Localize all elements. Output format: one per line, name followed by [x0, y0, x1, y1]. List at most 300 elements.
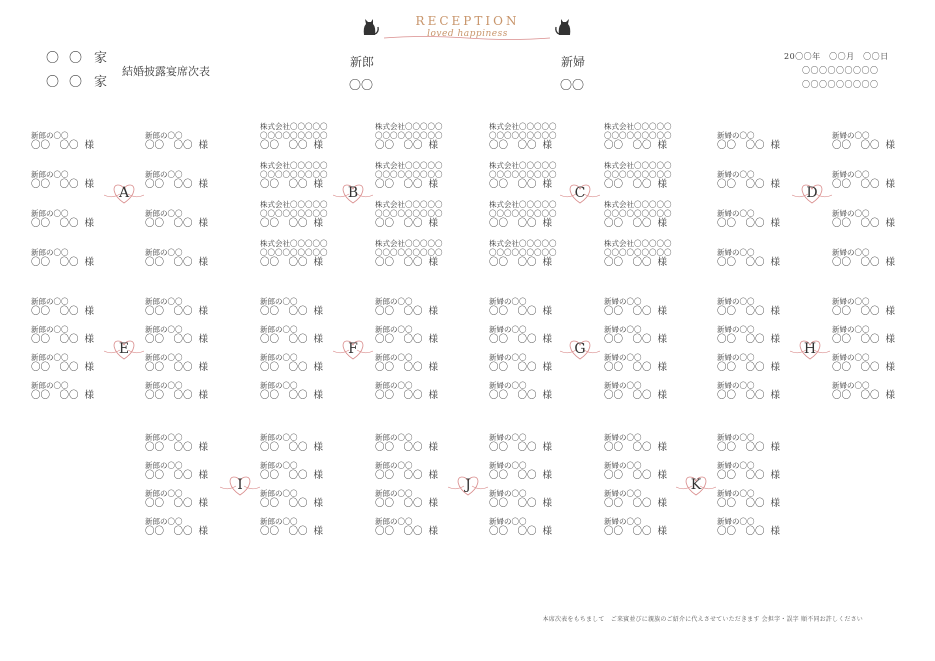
guest-entry — [832, 131, 935, 152]
guest-entry — [489, 297, 599, 318]
guest-name — [260, 140, 370, 152]
guest-name-text: 〇〇 〇〇 — [604, 390, 652, 401]
guest-name-text: 〇〇 〇〇 — [260, 306, 308, 317]
guest-affiliation: 株式会社〇〇〇〇〇 — [489, 200, 557, 209]
guest-affiliation: 新婦の〇〇 — [489, 433, 527, 442]
guest-name — [375, 306, 485, 318]
guest-name-text: 〇〇 〇〇 — [375, 442, 423, 453]
honorific-sama: 様 — [657, 442, 668, 453]
guest-name-text: 〇〇 〇〇 — [717, 306, 765, 317]
guest-name-text: 〇〇 〇〇 — [604, 140, 652, 151]
guest-affiliation: 新郎の〇〇 — [145, 170, 183, 179]
guest-name — [832, 140, 935, 152]
guest-name-text: 〇〇 〇〇 — [145, 257, 193, 268]
guest-name-text: 〇〇 〇〇 — [489, 470, 537, 481]
guest-affiliation: 新郎の〇〇 — [145, 297, 183, 306]
guest-name-text: 〇〇 〇〇 — [145, 362, 193, 373]
guest-name-text: 〇〇 〇〇 — [375, 306, 423, 317]
guest-name — [489, 218, 599, 230]
guest-name — [604, 334, 714, 346]
honorific-sama: 様 — [885, 257, 896, 268]
date-line: 20〇〇年 〇〇月 〇〇日 — [784, 52, 889, 61]
guest-name-text: 〇〇 〇〇 — [832, 334, 880, 345]
honorific-sama: 様 — [657, 218, 668, 229]
guest-affiliation: 株式会社〇〇〇〇〇 — [489, 161, 557, 170]
guest-name-text: 〇〇 〇〇 — [375, 334, 423, 345]
guest-affiliation: 新郎の〇〇 — [375, 297, 413, 306]
guest-affiliation: 新婦の〇〇 — [604, 517, 642, 526]
honorific-sama: 様 — [542, 362, 553, 373]
guest-name — [832, 390, 935, 402]
guest-entry — [145, 170, 255, 191]
table-f-label — [333, 337, 373, 361]
guest-affiliation: 新婦の〇〇 — [489, 325, 527, 334]
guest-name — [604, 498, 714, 510]
honorific-sama: 様 — [84, 334, 95, 345]
guest-name-text: 〇〇 〇〇 — [375, 390, 423, 401]
guest-entry — [260, 239, 370, 269]
venue-line-1: 〇〇〇〇〇〇〇〇〇 — [802, 66, 879, 75]
guest-affiliation: 新婦の〇〇 — [832, 248, 870, 257]
guest-affiliation-sub: 〇〇〇〇〇〇〇〇〇 — [375, 209, 443, 218]
guest-name-text: 〇〇 〇〇 — [375, 257, 423, 268]
guest-name-text: 〇〇 〇〇 — [31, 140, 79, 151]
guest-affiliation: 新郎の〇〇 — [145, 461, 183, 470]
groom-name: 〇〇 — [349, 78, 374, 92]
guest-entry — [145, 433, 255, 454]
guest-name-text: 〇〇 〇〇 — [260, 334, 308, 345]
guest-entry — [260, 433, 370, 454]
guest-name — [375, 498, 485, 510]
honorific-sama: 様 — [770, 179, 781, 190]
guest-entry — [375, 381, 485, 402]
honorific-sama: 様 — [542, 498, 553, 509]
honorific-sama: 様 — [657, 498, 668, 509]
honorific-sama: 様 — [198, 390, 209, 401]
footer-note: 本席次表をもちまして ご来賓並びに親族のご紹介に代えさせていただきます 会担字・誤字 順不同お許しください — [542, 616, 863, 623]
guest-name — [145, 334, 255, 346]
guest-name-text: 〇〇 〇〇 — [31, 390, 79, 401]
guest-entry — [604, 353, 714, 374]
guest-name — [260, 218, 370, 230]
guest-entry — [145, 248, 255, 269]
guest-name — [145, 257, 255, 269]
guest-name-text: 〇〇 〇〇 — [31, 306, 79, 317]
guest-name — [832, 257, 935, 269]
honorific-sama: 様 — [657, 526, 668, 537]
guest-affiliation: 株式会社〇〇〇〇〇 — [375, 200, 443, 209]
guest-name-text: 〇〇 〇〇 — [31, 218, 79, 229]
guest-name — [375, 179, 485, 191]
guest-name — [717, 140, 827, 152]
table-b-label — [333, 181, 373, 205]
honorific-sama: 様 — [770, 306, 781, 317]
honorific-sama: 様 — [885, 390, 896, 401]
guest-entry — [260, 381, 370, 402]
honorific-sama: 様 — [542, 470, 553, 481]
honorific-sama: 様 — [770, 442, 781, 453]
guest-affiliation: 新郎の〇〇 — [145, 433, 183, 442]
honorific-sama: 様 — [428, 470, 439, 481]
table-letter: D — [806, 185, 818, 201]
guest-name — [717, 442, 827, 454]
guest-name-text: 〇〇 〇〇 — [489, 526, 537, 537]
guest-name — [260, 498, 370, 510]
guest-affiliation: 新郎の〇〇 — [260, 433, 298, 442]
guest-affiliation: 新郎の〇〇 — [375, 325, 413, 334]
honorific-sama: 様 — [657, 140, 668, 151]
guest-name — [489, 140, 599, 152]
table-letter: I — [237, 477, 243, 493]
honorific-sama: 様 — [428, 526, 439, 537]
guest-name — [604, 218, 714, 230]
guest-affiliation: 株式会社〇〇〇〇〇 — [604, 161, 672, 170]
guest-name-text: 〇〇 〇〇 — [489, 334, 537, 345]
guest-name-text: 〇〇 〇〇 — [145, 390, 193, 401]
guest-name-text: 〇〇 〇〇 — [489, 390, 537, 401]
guest-name — [145, 442, 255, 454]
guest-name — [717, 470, 827, 482]
guest-name — [489, 390, 599, 402]
guest-affiliation: 株式会社〇〇〇〇〇 — [375, 239, 443, 248]
guest-name-text: 〇〇 〇〇 — [31, 179, 79, 190]
guest-affiliation: 新郎の〇〇 — [145, 325, 183, 334]
honorific-sama: 様 — [542, 306, 553, 317]
guest-name-text: 〇〇 〇〇 — [717, 140, 765, 151]
guest-entry — [489, 122, 599, 152]
guest-name-text: 〇〇 〇〇 — [260, 498, 308, 509]
guest-name — [145, 526, 255, 538]
honorific-sama: 様 — [428, 179, 439, 190]
guest-affiliation: 新婦の〇〇 — [604, 325, 642, 334]
guest-affiliation: 株式会社〇〇〇〇〇 — [260, 161, 328, 170]
guest-name-text: 〇〇 〇〇 — [260, 179, 308, 190]
guest-entry — [31, 248, 141, 269]
guest-affiliation: 新郎の〇〇 — [375, 381, 413, 390]
guest-entry — [604, 517, 714, 538]
guest-entry — [375, 325, 485, 346]
guest-entry — [145, 325, 255, 346]
guest-affiliation: 株式会社〇〇〇〇〇 — [604, 239, 672, 248]
honorific-sama: 様 — [657, 390, 668, 401]
guest-name — [145, 306, 255, 318]
guest-affiliation: 新婦の〇〇 — [832, 131, 870, 140]
honorific-sama: 様 — [198, 470, 209, 481]
guest-affiliation: 新郎の〇〇 — [31, 381, 69, 390]
table-h-label — [790, 337, 830, 361]
guest-entry — [375, 297, 485, 318]
guest-name — [31, 362, 141, 374]
honorific-sama: 様 — [313, 362, 324, 373]
guest-name-text: 〇〇 〇〇 — [832, 218, 880, 229]
guest-affiliation: 新郎の〇〇 — [145, 248, 183, 257]
guest-name — [145, 140, 255, 152]
guest-name — [260, 362, 370, 374]
guest-name-text: 〇〇 〇〇 — [375, 362, 423, 373]
guest-name — [832, 179, 935, 191]
guest-name-text: 〇〇 〇〇 — [260, 140, 308, 151]
honorific-sama: 様 — [428, 218, 439, 229]
guest-name-text: 〇〇 〇〇 — [604, 470, 652, 481]
guest-affiliation-sub: 〇〇〇〇〇〇〇〇〇 — [260, 209, 328, 218]
guest-entry — [145, 297, 255, 318]
guest-name-text: 〇〇 〇〇 — [717, 334, 765, 345]
honorific-sama: 様 — [885, 140, 896, 151]
guest-affiliation: 新婦の〇〇 — [489, 461, 527, 470]
guest-affiliation: 新婦の〇〇 — [489, 489, 527, 498]
guest-name-text: 〇〇 〇〇 — [145, 498, 193, 509]
bride-role: 新婦 — [561, 55, 586, 69]
guest-entry — [489, 381, 599, 402]
honorific-sama: 様 — [885, 179, 896, 190]
guest-entry — [832, 297, 935, 318]
guest-name — [604, 442, 714, 454]
guest-name — [260, 390, 370, 402]
guest-entry — [604, 239, 714, 269]
honorific-sama: 様 — [770, 362, 781, 373]
guest-affiliation: 新郎の〇〇 — [375, 461, 413, 470]
guest-name — [604, 140, 714, 152]
honorific-sama: 様 — [84, 140, 95, 151]
guest-affiliation: 新婦の〇〇 — [604, 461, 642, 470]
honorific-sama: 様 — [428, 442, 439, 453]
guest-name-text: 〇〇 〇〇 — [717, 390, 765, 401]
guest-name-text: 〇〇 〇〇 — [832, 257, 880, 268]
guest-name — [145, 390, 255, 402]
guest-name — [604, 390, 714, 402]
guest-affiliation: 新婦の〇〇 — [489, 517, 527, 526]
guest-name-text: 〇〇 〇〇 — [604, 334, 652, 345]
guest-name-text: 〇〇 〇〇 — [375, 218, 423, 229]
guest-affiliation-sub: 〇〇〇〇〇〇〇〇〇 — [260, 170, 328, 179]
guest-affiliation-sub: 〇〇〇〇〇〇〇〇〇 — [489, 248, 557, 257]
guest-name-text: 〇〇 〇〇 — [145, 179, 193, 190]
guest-name — [260, 306, 370, 318]
venue-line-2: 〇〇〇〇〇〇〇〇〇 — [802, 80, 879, 89]
guest-affiliation-sub: 〇〇〇〇〇〇〇〇〇 — [604, 131, 672, 140]
guest-entry — [717, 461, 827, 482]
honorific-sama: 様 — [542, 179, 553, 190]
guest-name-text: 〇〇 〇〇 — [375, 526, 423, 537]
honorific-sama: 様 — [313, 218, 324, 229]
guest-name — [31, 218, 141, 230]
guest-entry — [604, 122, 714, 152]
table-letter: A — [118, 185, 130, 201]
guest-affiliation: 新婦の〇〇 — [717, 209, 755, 218]
honorific-sama: 様 — [198, 498, 209, 509]
guest-name-text: 〇〇 〇〇 — [375, 179, 423, 190]
guest-affiliation: 新郎の〇〇 — [145, 131, 183, 140]
guest-name — [260, 442, 370, 454]
guest-name — [489, 306, 599, 318]
guest-name — [260, 470, 370, 482]
guest-affiliation: 新婦の〇〇 — [604, 381, 642, 390]
guest-affiliation-sub: 〇〇〇〇〇〇〇〇〇 — [260, 131, 328, 140]
guest-affiliation-sub: 〇〇〇〇〇〇〇〇〇 — [260, 248, 328, 257]
guest-entry — [260, 297, 370, 318]
guest-affiliation: 新郎の〇〇 — [31, 325, 69, 334]
guest-name-text: 〇〇 〇〇 — [604, 257, 652, 268]
guest-name — [489, 498, 599, 510]
honorific-sama: 様 — [428, 334, 439, 345]
honorific-sama: 様 — [657, 179, 668, 190]
guest-name — [260, 526, 370, 538]
honorific-sama: 様 — [313, 442, 324, 453]
guest-name-text: 〇〇 〇〇 — [489, 442, 537, 453]
honorific-sama: 様 — [770, 218, 781, 229]
guest-affiliation: 株式会社〇〇〇〇〇 — [375, 122, 443, 131]
guest-affiliation: 株式会社〇〇〇〇〇 — [260, 239, 328, 248]
guest-name-text: 〇〇 〇〇 — [717, 470, 765, 481]
guest-affiliation: 株式会社〇〇〇〇〇 — [260, 122, 328, 131]
honorific-sama: 様 — [198, 218, 209, 229]
honorific-sama: 様 — [313, 390, 324, 401]
guest-entry — [375, 353, 485, 374]
guest-name — [489, 362, 599, 374]
guest-name-text: 〇〇 〇〇 — [375, 498, 423, 509]
guest-name — [604, 257, 714, 269]
cat-right-icon — [554, 14, 574, 36]
guest-entry — [832, 209, 935, 230]
guest-affiliation: 新郎の〇〇 — [260, 297, 298, 306]
honorific-sama: 様 — [84, 362, 95, 373]
guest-name-text: 〇〇 〇〇 — [145, 334, 193, 345]
guest-affiliation: 新婦の〇〇 — [717, 353, 755, 362]
guest-name-text: 〇〇 〇〇 — [260, 362, 308, 373]
honorific-sama: 様 — [198, 179, 209, 190]
guest-entry — [717, 381, 827, 402]
honorific-sama: 様 — [313, 306, 324, 317]
guest-name — [604, 362, 714, 374]
guest-affiliation: 新婦の〇〇 — [604, 433, 642, 442]
honorific-sama: 様 — [770, 257, 781, 268]
guest-name-text: 〇〇 〇〇 — [604, 218, 652, 229]
guest-name-text: 〇〇 〇〇 — [145, 306, 193, 317]
honorific-sama: 様 — [428, 390, 439, 401]
guest-name-text: 〇〇 〇〇 — [489, 179, 537, 190]
honorific-sama: 様 — [657, 334, 668, 345]
honorific-sama: 様 — [84, 390, 95, 401]
guest-entry — [604, 325, 714, 346]
guest-name — [375, 257, 485, 269]
guest-affiliation-sub: 〇〇〇〇〇〇〇〇〇 — [489, 170, 557, 179]
guest-affiliation: 新婦の〇〇 — [717, 433, 755, 442]
honorific-sama: 様 — [770, 334, 781, 345]
guest-affiliation-sub: 〇〇〇〇〇〇〇〇〇 — [604, 209, 672, 218]
guest-name-text: 〇〇 〇〇 — [31, 257, 79, 268]
guest-name-text: 〇〇 〇〇 — [717, 218, 765, 229]
honorific-sama: 様 — [313, 257, 324, 268]
guest-entry — [604, 200, 714, 230]
groom-role: 新郎 — [350, 55, 375, 69]
title-underline — [382, 34, 552, 42]
guest-name — [717, 306, 827, 318]
honorific-sama: 様 — [84, 218, 95, 229]
guest-entry — [489, 489, 599, 510]
honorific-sama: 様 — [313, 179, 324, 190]
guest-name — [375, 362, 485, 374]
guest-affiliation-sub: 〇〇〇〇〇〇〇〇〇 — [375, 170, 443, 179]
guest-entry — [375, 161, 485, 191]
guest-affiliation: 株式会社〇〇〇〇〇 — [489, 122, 557, 131]
guest-entry — [604, 433, 714, 454]
guest-affiliation-sub: 〇〇〇〇〇〇〇〇〇 — [489, 209, 557, 218]
guest-affiliation: 新婦の〇〇 — [604, 353, 642, 362]
guest-name-text: 〇〇 〇〇 — [832, 390, 880, 401]
honorific-sama: 様 — [885, 362, 896, 373]
guest-name — [31, 140, 141, 152]
guest-affiliation: 新婦の〇〇 — [832, 353, 870, 362]
guest-entry — [604, 161, 714, 191]
guest-entry — [832, 248, 935, 269]
guest-entry — [260, 489, 370, 510]
honorific-sama: 様 — [84, 306, 95, 317]
guest-affiliation-sub: 〇〇〇〇〇〇〇〇〇 — [489, 131, 557, 140]
guest-name-text: 〇〇 〇〇 — [145, 526, 193, 537]
table-letter: J — [465, 477, 471, 493]
guest-name — [145, 362, 255, 374]
guest-name-text: 〇〇 〇〇 — [604, 179, 652, 190]
honorific-sama: 様 — [542, 390, 553, 401]
guest-name — [832, 334, 935, 346]
guest-affiliation: 新郎の〇〇 — [260, 461, 298, 470]
guest-affiliation: 新婦の〇〇 — [717, 461, 755, 470]
guest-name-text: 〇〇 〇〇 — [604, 442, 652, 453]
guest-name — [604, 526, 714, 538]
guest-entry — [375, 239, 485, 269]
guest-name — [489, 470, 599, 482]
table-letter: F — [348, 341, 358, 357]
guest-name-text: 〇〇 〇〇 — [717, 179, 765, 190]
guest-name — [375, 218, 485, 230]
bride-name: 〇〇 — [560, 78, 585, 92]
guest-entry — [717, 489, 827, 510]
guest-name — [832, 218, 935, 230]
honorific-sama: 様 — [313, 334, 324, 345]
guest-affiliation: 新郎の〇〇 — [31, 209, 69, 218]
guest-name — [717, 218, 827, 230]
guest-name — [717, 390, 827, 402]
guest-entry — [145, 131, 255, 152]
honorific-sama: 様 — [770, 140, 781, 151]
guest-name — [145, 179, 255, 191]
table-letter: G — [574, 341, 586, 357]
guest-affiliation: 新婦の〇〇 — [832, 170, 870, 179]
guest-name-text: 〇〇 〇〇 — [832, 362, 880, 373]
guest-name-text: 〇〇 〇〇 — [145, 442, 193, 453]
reception-title: RECEPTION — [415, 14, 520, 28]
guest-affiliation: 株式会社〇〇〇〇〇 — [604, 122, 672, 131]
guest-affiliation: 新郎の〇〇 — [31, 170, 69, 179]
guest-entry — [717, 131, 827, 152]
guest-name-text: 〇〇 〇〇 — [260, 257, 308, 268]
table-letter: H — [803, 341, 817, 357]
honorific-sama: 様 — [313, 526, 324, 537]
guest-name-text: 〇〇 〇〇 — [260, 390, 308, 401]
table-g-label — [560, 337, 600, 361]
guest-name — [717, 362, 827, 374]
honorific-sama: 様 — [657, 470, 668, 481]
honorific-sama: 様 — [198, 334, 209, 345]
honorific-sama: 様 — [885, 334, 896, 345]
family-row-1: 〇 〇 家 — [46, 51, 108, 66]
guest-entry — [832, 381, 935, 402]
honorific-sama: 様 — [428, 362, 439, 373]
guest-affiliation: 新婦の〇〇 — [489, 297, 527, 306]
guest-entry — [375, 433, 485, 454]
guest-affiliation: 株式会社〇〇〇〇〇 — [260, 200, 328, 209]
guest-affiliation: 新婦の〇〇 — [717, 297, 755, 306]
